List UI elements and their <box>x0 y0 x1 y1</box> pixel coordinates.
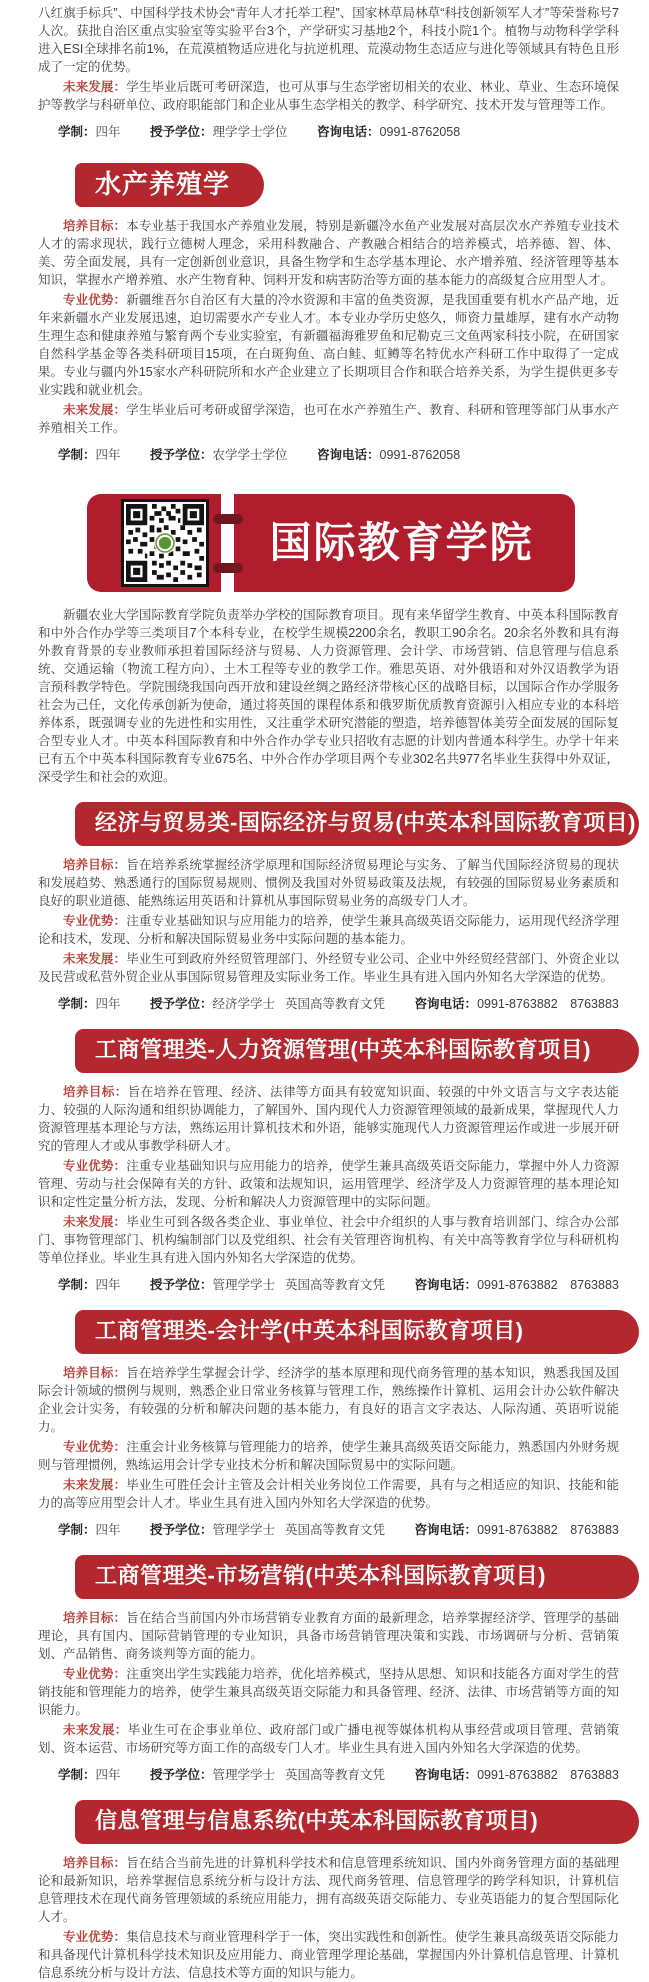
paragraph-text: 学生毕业后可考研或留学深造，也可在水产养殖生产、教育、科研和管理等部门从事水产养殖相关工作。 <box>38 403 619 435</box>
paragraph-text: 注重会计业务核算与管理能力的培养，使学生兼具高级英语交际能力，熟悉国内外财务规则与管理惯例，熟练运用会计学专业技术分析和解决国际贸易中的实际问题。 <box>38 1440 619 1472</box>
paragraph-label: 未来发展： <box>63 952 127 966</box>
meta-degree: 授予学位：经济学学士 英国高等教育文凭 <box>150 997 386 1011</box>
paragraph <box>38 1665 619 1719</box>
paragraph-text: 注重专业基础知识与应用能力的培养，使学生兼具高级英语交际能力，掌握中外人力资源管理、劳动与社会保障有关的方针、政策和法规知识，运用管理学、经济学及人力资源管理的基本理论知识和定性定量分析方法，发现、分析和解决人力资源管理中的实际问题。 <box>38 1159 619 1209</box>
paragraph <box>38 1854 619 1926</box>
paragraph <box>38 291 619 399</box>
paragraph-label: 未来发展： <box>63 403 127 417</box>
paragraph-text: 毕业生可到政府外经贸管理部门、外经贸专业公司、企业中外经贸经营部门、外资企业以及民营或私营外贸企业从事国际贸易管理及实际业务工作。毕业生具有进入国内外知名大学深造的优势。 <box>38 952 619 984</box>
paragraph-label: 培养目标： <box>63 1611 127 1625</box>
meta-duration: 学制：四年 <box>58 997 121 1011</box>
section-title-badge: 水产养殖学 <box>75 163 264 207</box>
paragraph <box>38 856 619 910</box>
paragraph-text: 八红旗手标兵”、中国科学技术协会“青年人才托举工程”、国家林草局林草“科技创新领军人才”等荣誉称号7人次。获批自治区重点实验室等实验平台3个，产学研实习基地2个，科技小院1个。植物与动物科学学科进入ESI全球排名前1%，在荒漠植物适应进化与抗逆机理、荒漠动物生态适应与进化等领域具有特色且形成了一定的优势。 <box>38 6 619 74</box>
meta-degree: 授予学位：理学学士学位 <box>150 125 288 139</box>
paragraph-text: 毕业生可胜任会计主管及会计相关业务岗位工作需要，具有与之相适应的知识、技能和能力的高等应用型会计人才。毕业生具有进入国内外知名大学深造的优势。 <box>38 1478 619 1510</box>
paragraph-label: 培养目标： <box>63 1856 127 1870</box>
college-intro <box>38 606 619 786</box>
program-section-accounting <box>38 1310 619 1539</box>
meta-phone: 咨询电话：0991-8762058 <box>317 448 461 462</box>
paragraph-label: 未来发展： <box>63 1215 127 1229</box>
paragraph-text: 集信息技术与商业管理科学于一体，突出实践性和创新性。使学生兼具高级英语交际能力和具备现代计算机科学技术知识及应用能力、商业管理学理论基础，掌握国内外计算机信息管理、计算机信息系统分析与设计方法、信息技术等方面的知识与能力。 <box>38 1930 619 1980</box>
section-title-badge: 工商管理类-市场营销(中英本科国际教育项目) <box>75 1555 639 1599</box>
paragraph-label: 未来发展： <box>63 1723 128 1737</box>
college-banner <box>87 494 575 592</box>
meta-phone: 咨询电话：0991-8763882 8763883 <box>414 1278 619 1292</box>
section-title-badge: 工商管理类-会计学(中英本科国际教育项目) <box>75 1310 639 1354</box>
paragraph <box>38 217 619 289</box>
paragraph <box>38 1157 619 1211</box>
meta-phone: 咨询电话：0991-8762058 <box>317 125 461 139</box>
paragraph-text: 旨在培养学生掌握会计学、经济学的基本原理和现代商务管理的基本知识，熟悉我国及国际会计领域的惯例与规则，熟悉企业日常业务核算与管理工作，熟练操作计算机、运用会计办公软件解决企业会计实务，有较强的分析和解决问题的基本能力，有良好的语言文字表达、人际沟通、英语听说能力。 <box>38 1366 619 1434</box>
meta-degree: 授予学位：农学学士学位 <box>150 448 288 462</box>
meta-degree: 授予学位：管理学学士 英国高等教育文凭 <box>150 1768 386 1782</box>
paragraph-text: 旨在培养系统掌握经济学原理和国际经济贸易理论与实务、了解当代国际经济贸易的现状和发展趋势、熟悉通行的国际贸易规则、惯例及我国对外贸易政策及法规，有较强的国际贸易业务素质和良好的职业道德、能熟练运用英语和计算机从事国际贸易业务的高级专门人才。 <box>38 858 619 908</box>
paragraph-label: 专业优势： <box>63 1930 127 1944</box>
program-meta <box>58 1521 619 1539</box>
meta-degree: 授予学位：管理学学士 英国高等教育文凭 <box>150 1278 386 1292</box>
aquaculture-section <box>38 149 619 464</box>
paragraph-text: 毕业生可在企事业单位、政府部门或广播电视等媒体机构从事经营或项目管理、营销策划、资本运营、市场研究等方面工作的高级专门人才。毕业生具有进入国内外知名大学深造的优势。 <box>38 1723 619 1755</box>
paragraph-label: 专业优势： <box>63 1667 127 1681</box>
program-meta <box>58 1766 619 1784</box>
banner-pin <box>213 563 243 573</box>
paragraph-label: 培养目标： <box>63 1085 128 1099</box>
meta-degree: 授予学位：管理学学士 英国高等教育文凭 <box>150 1523 386 1537</box>
meta-duration: 学制：四年 <box>58 1278 121 1292</box>
paragraph <box>38 1438 619 1474</box>
paragraph-label: 专业优势： <box>63 914 127 928</box>
section-title-badge: 经济与贸易类-国际经济与贸易(中英本科国际教育项目) <box>75 802 639 846</box>
program-meta <box>58 1276 619 1294</box>
paragraph <box>38 950 619 986</box>
paragraph <box>38 4 619 76</box>
paragraph <box>38 401 619 437</box>
paragraph-text: 旨在结合当前先进的计算机科学技术和信息管理系统知识、国内外商务管理方面的基础理论和最新知识，培养掌握信息系统分析与设计方法、现代商务管理、信息管理学的跨学科知识，计算机信息管理技术在现代商务管理领域的系统应用能力，拥有高级英语交际能力、专业英语能力的复合型国际化人才。 <box>38 1856 619 1924</box>
program-meta <box>58 123 619 141</box>
paragraph-label: 培养目标： <box>63 1366 127 1380</box>
meta-phone: 咨询电话：0991-8763882 8763883 <box>414 997 619 1011</box>
paragraph-label: 未来发展： <box>63 1478 127 1492</box>
banner-divider <box>221 494 234 592</box>
ecology-section-tail <box>38 4 619 141</box>
program-meta <box>58 446 619 464</box>
paragraph <box>38 1476 619 1512</box>
paragraph <box>38 1364 619 1436</box>
paragraph <box>38 1928 619 1982</box>
meta-duration: 学制：四年 <box>58 125 121 139</box>
college-banner-title: 国际教育学院 <box>269 519 534 566</box>
program-section-information-systems <box>38 1800 619 1982</box>
paragraph-label: 未来发展： <box>63 80 127 94</box>
paragraph-text: 本专业基于我国水产养殖业发展，特别是新疆冷水鱼产业发展对高层次水产养殖专业技术人才的需求现状，践行立德树人理念，采用科教融合、产教融合相结合的培养模式，培养德、智、体、美、劳全面发展，具有一定创新创业意识，具备生物学和生态学基本理论、水产增养殖、经济管理等基本知识，掌握水产增养殖、水产生物育种、饲料开发和病害防治等方面的基本能力的高级复合应用型人才。 <box>38 219 619 287</box>
section-title-badge: 信息管理与信息系统(中英本科国际教育项目) <box>75 1800 639 1844</box>
program-section-human-resources <box>38 1029 619 1294</box>
meta-duration: 学制：四年 <box>58 448 121 462</box>
paragraph-text: 新疆维吾尔自治区有大量的冷水资源和丰富的鱼类资源，是我国重要有机水产品产地，近年来新疆水产业发展迅速，迫切需要水产专业人才。本专业办学历史悠久，师资力量雄厚，建有水产动物生理生态和健康养殖与繁育两个专业实验室，有新疆福海雅罗鱼和尼勒克三文鱼两家科技小院，在研国家自然科学基金等各类科研项目15项，在白斑狗鱼、高白鲑、虹鳟等名特优水产科研工作中取得了一定成果。专业与疆内外15家水产科研院所和水产企业建立了长期项目合作和联合培养关系，为学生提供更多专业实践和就业机会。 <box>38 293 619 397</box>
paragraph-text: 新疆农业大学国际教育学院负责举办学校的国际教育项目。现有来华留学生教育、中英本科国际教育和中外合作办学等三类项目7个本科专业，在校学生规模2200余名，教职工90余名。20余名外教和具有海外教育背景的专业教师承担着国际经济与贸易、人力资源管理、会计学、市场营销、信息管理与信息系统、交通运输（物流工程方向）、土木工程等专业的教学工作。雅思英语、对外俄语和对外汉语教学为语言预科教学特色。学院围绕我国向西开放和建设丝绸之路经济带核心区的战略目标，以国际合作办学服务社会为己任，文化传承创新为使命，通过将英国的课程体系和俄罗斯优质教育资源引入相应专业的本科培养体系，既强调专业的先进性和实用性，又注重学术研究潜能的塑造，培养德智体美劳全面发展的国际复合型专业人才。中英本科国际教育和中外合作办学专业只招收有志愿的计划内普通本科学生。办学十年来已有五个中英本科国际教育专业675名、中外合作办学项目两个专业302名共977名毕业生获得中外双证，深受学生和社会的欢迎。 <box>38 608 619 784</box>
meta-duration: 学制：四年 <box>58 1768 121 1782</box>
paragraph-label: 培养目标： <box>63 219 127 233</box>
paragraph-label: 专业优势： <box>63 293 127 307</box>
paragraph <box>38 912 619 948</box>
meta-duration: 学制：四年 <box>58 1523 121 1537</box>
paragraph <box>38 1721 619 1757</box>
program-section-marketing <box>38 1555 619 1784</box>
paragraph-text: 毕业生可到各级各类企业、事业单位、社会中介组织的人事与教育培训部门、综合办公部门、事物管理部门、机构编制部门以及党组织、社会有关管理咨询机构、有关中高等教育学位与科研机构等单位择业。毕业生具有进入国内外知名大学深造的优势。 <box>38 1215 619 1265</box>
paragraph <box>38 1083 619 1155</box>
meta-phone: 咨询电话：0991-8763882 8763883 <box>414 1768 619 1782</box>
paragraph-label: 专业优势： <box>63 1159 127 1173</box>
program-meta <box>58 995 619 1013</box>
paragraph-text: 旨在结合当前国内外市场营销专业教育方面的最新理念，培养掌握经济学、管理学的基础理论，具有国内、国际营销管理的专业知识，具备市场营销管理决策和实践、市场调研与分析、营销策划、产品销售、商务谈判等方面的能力。 <box>38 1611 619 1661</box>
paragraph-text: 旨在培养在管理、经济、法律等方面具有较宽知识面、较强的中外文语言与文字表达能力、较强的人际沟通和组织协调能力，了解国外、国内现代人力资源管理领域的最新成果，掌握现代人力资源管理基本理论与方法，熟练运用计算机技术和外语，能够实施现代人力资源管理运作或进一步展开研究的管理人才或从事教学科研人才。 <box>38 1085 619 1153</box>
meta-phone: 咨询电话：0991-8763882 8763883 <box>414 1523 619 1537</box>
paragraph-label: 专业优势： <box>63 1440 127 1454</box>
section-title-badge: 工商管理类-人力资源管理(中英本科国际教育项目) <box>75 1029 639 1073</box>
paragraph <box>38 78 619 114</box>
program-section-international-trade <box>38 802 636 1013</box>
paragraph <box>38 1213 619 1267</box>
paragraph-text: 注重专业基础知识与应用能力的培养，使学生兼具高级英语交际能力，运用现代经济学理论和技术，发现、分析和解决国际贸易业务中实际问题的基本能力。 <box>38 914 619 946</box>
paragraph-text: 学生毕业后既可考研深造，也可从事与生态学密切相关的农业、林业、草业、生态环境保护等教学与科研单位、政府职能部门和企业从事生态学相关的教学、科学研究、技术开发与管理等工作。 <box>38 80 619 112</box>
banner-pin <box>213 514 243 524</box>
paragraph <box>38 1609 619 1663</box>
paragraph-label: 培养目标： <box>63 858 127 872</box>
paragraph-text: 注重突出学生实践能力培养，优化培养模式，坚持从思想、知识和技能各方面对学生的营销技能和管理能力的培养，使学生兼具高级英语交际能力和具备管理、经济、法律、市场营销等方面的知识能力。 <box>38 1667 619 1717</box>
qr-code-icon <box>121 499 209 587</box>
